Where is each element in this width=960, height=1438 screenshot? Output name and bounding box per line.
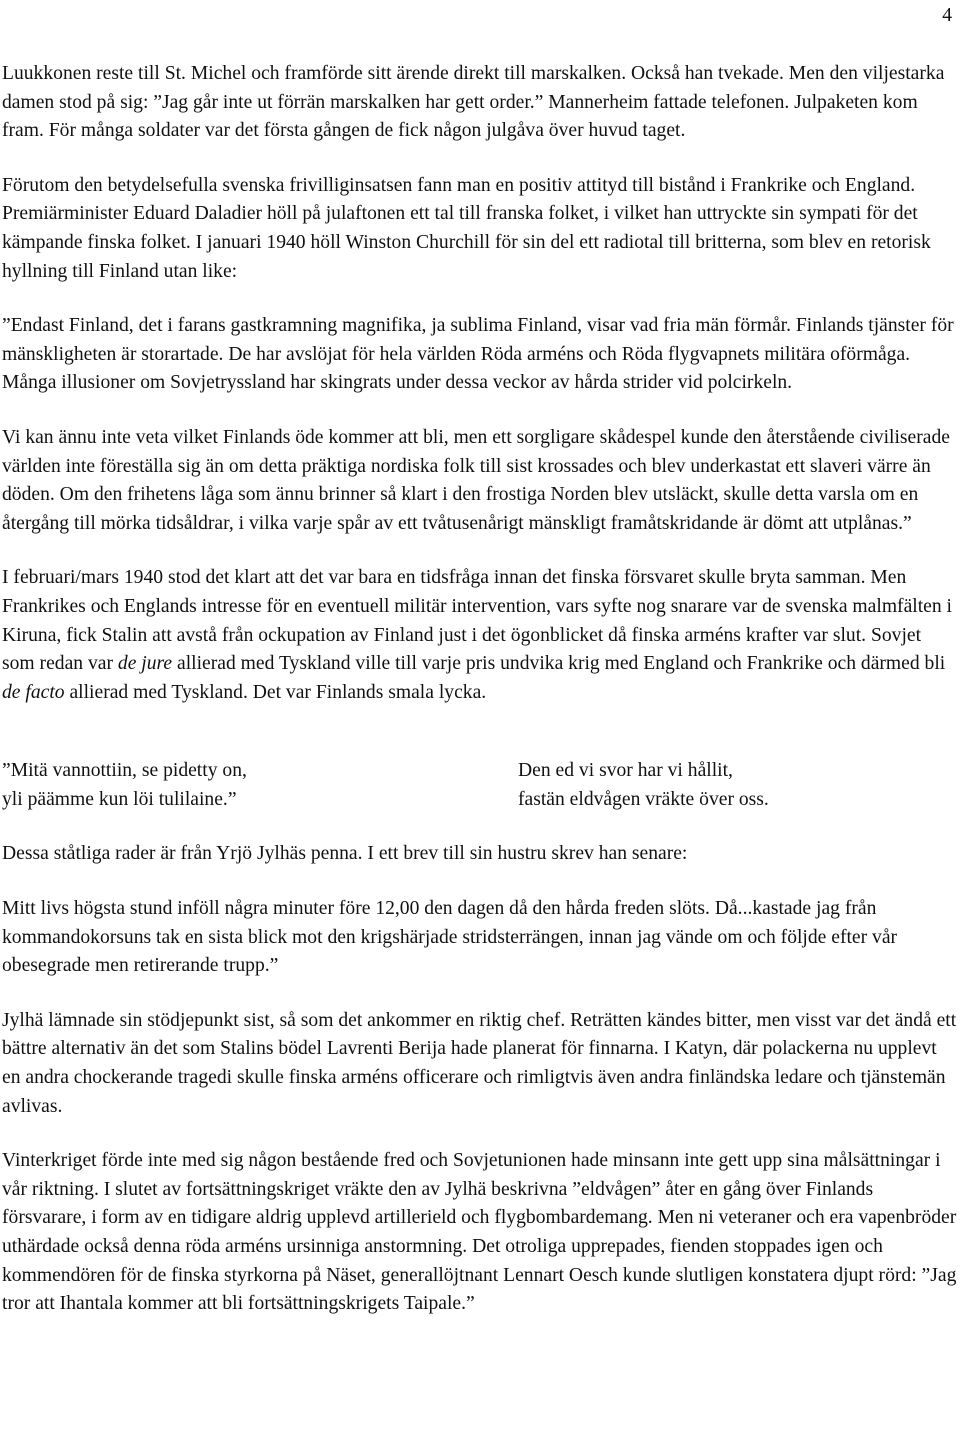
paragraph-text: allierad med Tyskland. Det var Finlands smala lycka. bbox=[64, 681, 487, 703]
poem-swedish bbox=[518, 757, 958, 814]
paragraph-luukkonen: Luukkonen reste till St. Michel och framförde sitt ärende direkt till marskalken. Också han tvekade. Men den viljestarka damen stod på sig: ”Jag går inte ut förrän marskalken har gett order.” Mannerheim fattade telefonen. Julpaketen kom fram. För många soldater var det första gången de fick någon julgåva över huvud taget. bbox=[2, 63, 945, 142]
paragraph-jylha-lines: Dessa ståtliga rader är från Yrjö Jylhäs penna. I ett brev till sin hustru skrev han senare: bbox=[2, 843, 688, 865]
poem-finnish bbox=[2, 757, 518, 814]
paragraph-continuation-war: Vinterkriget förde inte med sig någon bestående fred och Sovjetunionen hade minsann inte gett upp sina målsättningar i vår riktning. I slutet av fortsättningskriget vräkte den av Jylhä beskrivna ”eldvågen” åter en gång över Finlands försvarare, i form av en tidigare aldrig upplevd artillerield och flygbombardemang. Men ni veteraner och era vapenbröder uthärdade också denna röda arméns ursinniga anstormning. Det otroliga upprepades, fienden stoppades igen och kommendören för de finska styrkorna på Näset, generallöjtnant Lennart Oesch kunde slutligen konstatera djupt rörd: ”Jag tror att Ihantala kommer att bli fortsättningskrigets Taipale.” bbox=[2, 1150, 957, 1315]
paragraph-foreign-support: Förutom den betydelsefulla svenska frivilliginsatsen fann man en positiv attityd till bistånd i Frankrike och England. Premiärminister Eduard Daladier höll på julaftonen ett tal till franska folket, i vilket han uttryckte sin sympati för det kämpande finska folket. I januari 1940 höll Winston Churchill för sin del ett radiotal till britterna, som blev en retorisk hyllning till Finland utan like: bbox=[2, 174, 931, 282]
paragraph-february-march-1940 bbox=[2, 564, 958, 707]
italic-de-facto: de facto bbox=[2, 681, 65, 703]
poem-line: ”Mitä vannottiin, se pidetty on, bbox=[2, 760, 247, 782]
poem-line: fastän eldvågen vräkte över oss. bbox=[518, 788, 769, 810]
poem-stanza bbox=[2, 757, 958, 814]
poem-line: Den ed vi svor har vi hållit, bbox=[518, 760, 733, 782]
page-number: 4 bbox=[942, 5, 952, 26]
document-body bbox=[2, 60, 958, 1319]
italic-de-jure: de jure bbox=[117, 653, 173, 675]
paragraph-churchill-quote-2: Vi kan ännu inte veta vilket Finlands öde kommer att bli, men ett sorgligare skådespel kunde den återstående civiliserade världen inte föreställa sig än om detta präktiga nordiska folk till sist krossades och blev underkastat ett slaveri värre än döden. Om den frihetens låga som ännu brinner så klart i den frostiga Norden blev utsläckt, skulle detta varsla om en återgång till mörka tidsåldrar, i vilka varje spår av ett tvåtusenårigt mänskligt framåtskridande är dömt att utplånas.” bbox=[2, 426, 950, 534]
poem-line: yli päämme kun löi tulilaine.” bbox=[2, 788, 237, 810]
paragraph-text: I februari/mars 1940 stod det klart att det var bara en tidsfråga innan det finska försvaret skulle bryta samman. Men Frankrikes och Englands intresse för en eventuell militär intervention, vars syfte nog snarare var de svenska malmfälten i Kiruna, fick Stalin att avstå från ockupation av Finland just i det ögonblicket då finska arméns krafter var slut. Sovjet som redan var bbox=[2, 567, 953, 675]
paragraph-churchill-quote-1: ”Endast Finland, det i farans gastkramning magnifika, ja sublima Finland, visar vad fria män förmår. Finlands tjänster för mänskligheten är storartade. De har avslöjat för hela världen Röda arméns och Röda flygvapnets militära oförmåga. Många illusioner om Sovjetryssland har skingrats under dessa veckor av hårda strider vid polcirkeln. bbox=[2, 315, 954, 394]
paragraph-text: allierad med Tyskland ville till varje pris undvika krig med England och Frankrike och därmed bli bbox=[172, 653, 946, 675]
paragraph-retreat: Jylhä lämnade sin stödjepunkt sist, så som det ankommer en riktig chef. Reträtten kändes bitter, men visst var det ändå ett bättre alternativ än det som Stalins bödel Lavrenti Berija hade planerat för finnarna. I Katyn, där polackerna nu upplevt en andra chockerande tragedi skulle finska arméns officerare och rimligtvis även andra finländska ledare och tjänstemän avlivas. bbox=[2, 1009, 957, 1117]
paragraph-jylha-letter: Mitt livs högsta stund inföll några minuter före 12,00 den dagen då den hårda freden slöts. Då...kastade jag från kommandokorsuns tak en sista blick mot den krigshärjade stridsterrängen, innan jag vände om och följde efter vår obesegrade men retirerande trupp.” bbox=[2, 898, 898, 977]
